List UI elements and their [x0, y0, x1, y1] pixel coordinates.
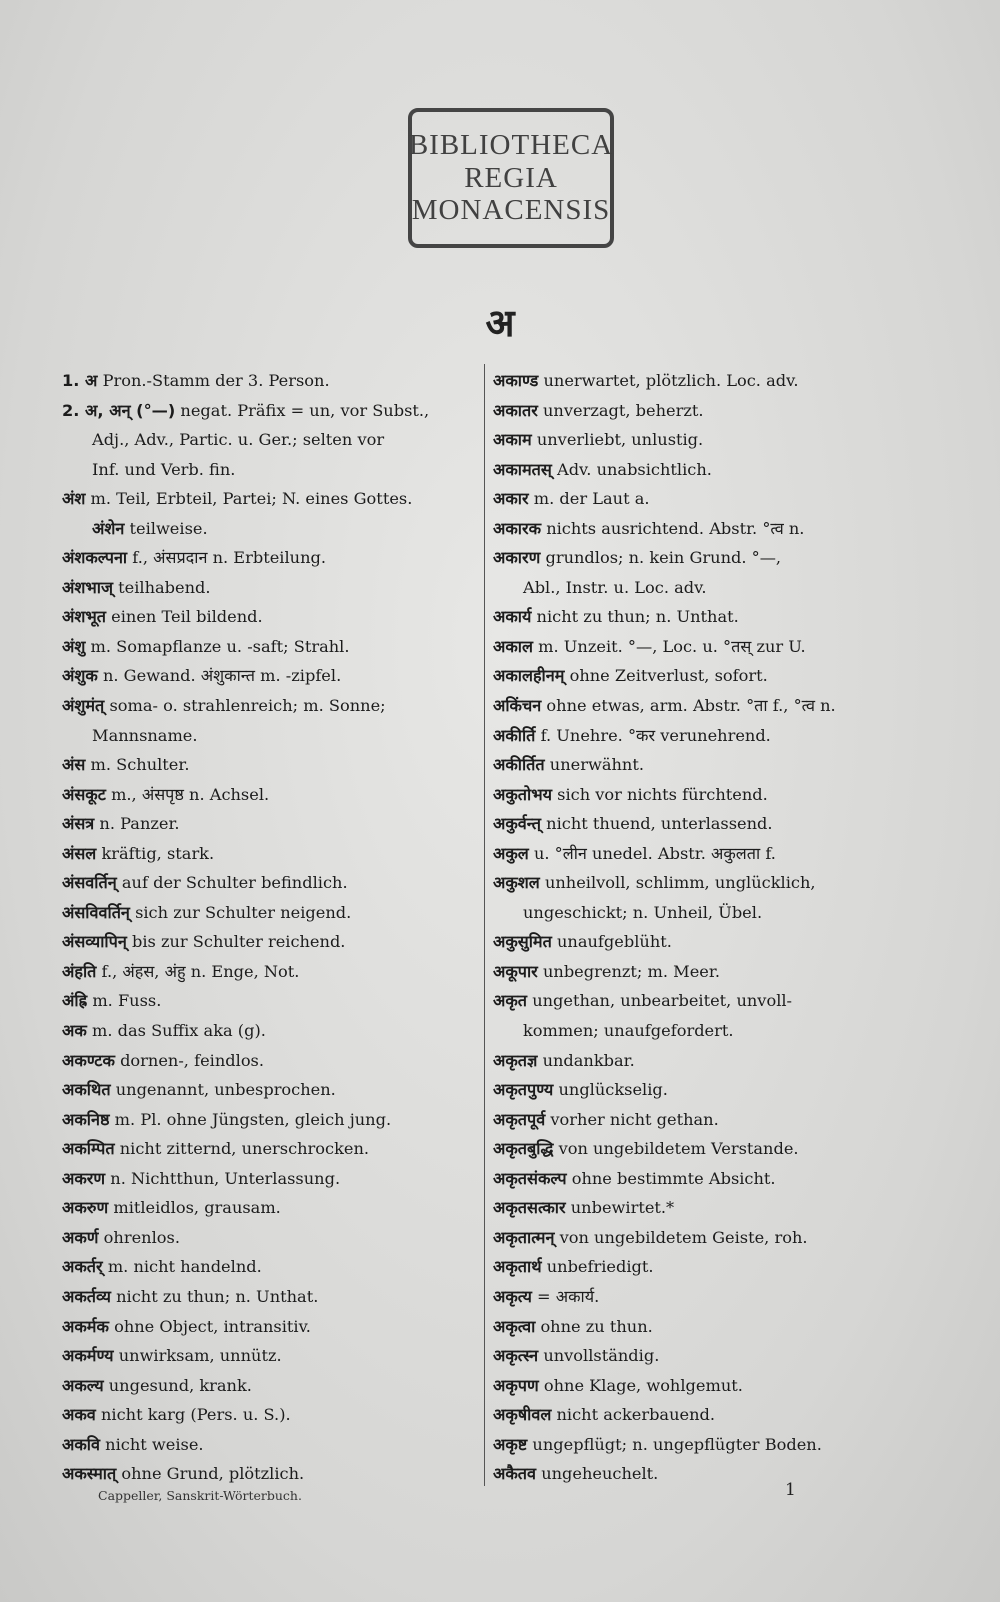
dictionary-entry [493, 573, 915, 603]
entry-headword: अकर्तर् [62, 1257, 103, 1277]
dictionary-entry [493, 957, 915, 987]
entry-headword: अकर्ण [62, 1227, 99, 1247]
entry-gloss: unbegrenzt; m. Meer. [542, 961, 720, 981]
entry-gloss: grundlos; n. kein Grund. °—, [545, 548, 782, 568]
entry-gloss: n. Gewand. अंशुकान्त m. -zipfel. [102, 666, 342, 686]
entry-gloss: unbewirtet.* [570, 1198, 675, 1218]
dictionary-entry [62, 1282, 482, 1312]
entry-gloss: mitleidlos, grausam. [113, 1198, 281, 1218]
dictionary-entry [62, 1105, 482, 1135]
entry-gloss: nicht zitternd, unerschrocken. [119, 1139, 370, 1159]
entry-gloss: m., अंसपृष्ठ n. Achsel. [111, 784, 270, 804]
dictionary-entry [62, 661, 482, 691]
entry-gloss: n. Panzer. [99, 814, 180, 834]
entry-gloss: nicht karg (Pers. u. S.). [100, 1405, 291, 1425]
entry-headword: अकार [493, 489, 529, 509]
entry-gloss: unheilvoll, schlimm, unglücklich, [544, 873, 816, 893]
dictionary-entry [493, 1400, 915, 1430]
entry-headword: अंशुक [62, 666, 98, 686]
entry-gloss: unerwähnt. [549, 755, 644, 775]
dictionary-entry [62, 1430, 482, 1460]
dictionary-entry [493, 543, 915, 573]
entry-gloss: unerwartet, plötzlich. Loc. adv. [543, 371, 799, 390]
entry-headword: अकृतज्ञ [493, 1050, 538, 1070]
entry-gloss: Mannsname. [92, 725, 198, 745]
dictionary-entry [62, 1459, 482, 1489]
dictionary-entry [493, 632, 915, 662]
dictionary-entry [493, 1430, 915, 1460]
library-stamp [408, 108, 614, 248]
entry-headword: अकाल [493, 636, 533, 656]
entry-gloss: sich zur Schulter neigend. [135, 902, 352, 922]
dictionary-entry [62, 1223, 482, 1253]
entry-gloss: Adj., Adv., Partic. u. Ger.; selten vor [92, 430, 385, 450]
entry-headword: अकण्टक [62, 1050, 115, 1070]
dictionary-entry [493, 425, 915, 455]
entry-gloss: m. Unzeit. °—, Loc. u. °तस् zur U. [538, 636, 806, 656]
dictionary-entry [62, 573, 482, 603]
dictionary-entry [493, 514, 915, 544]
entry-gloss: f., अंहस, अंहु n. Enge, Not. [101, 961, 300, 981]
entry-headword: अकिंचन [493, 696, 542, 716]
entry-headword: अकुशल [493, 873, 540, 893]
entry-gloss: unwirksam, unnütz. [118, 1346, 282, 1366]
dictionary-entry [493, 1075, 915, 1105]
dictionary-entry [493, 780, 915, 810]
dictionary-entry [493, 691, 915, 721]
footer-title: Cappeller, Sanskrit-Wörterbuch. [98, 1488, 302, 1503]
entry-gloss: nicht thuend, unterlassend. [546, 814, 773, 834]
entry-headword: अकनिष्ठ [62, 1109, 110, 1129]
entry-headword: अंसल [62, 843, 97, 863]
entry-headword: अक [62, 1021, 87, 1041]
entry-gloss: f., अंसप्रदान n. Erbteilung. [132, 548, 327, 568]
entry-gloss: unverliebt, unlustig. [536, 430, 704, 450]
entry-gloss: Pron.-Stamm der 3. Person. [102, 371, 330, 390]
entry-gloss: unverzagt, beherzt. [543, 400, 704, 420]
dictionary-entry [493, 455, 915, 485]
left-column [62, 366, 482, 1489]
dictionary-entry [493, 1223, 915, 1253]
entry-gloss: nicht zu thun; n. Unthat. [116, 1286, 319, 1306]
entry-headword: अकार्य [493, 607, 532, 627]
dictionary-entry [62, 514, 482, 544]
dictionary-entry [493, 1371, 915, 1401]
entry-gloss: ohne Grund, plötzlich. [121, 1464, 305, 1484]
entry-headword: अंशेन [92, 518, 125, 538]
entry-headword: अंह्रि [62, 991, 88, 1011]
entry-headword: अकारक [493, 518, 542, 538]
entry-gloss: m. Somapflanze u. -saft; Strahl. [90, 636, 350, 656]
entry-headword: अकूपार [493, 961, 538, 981]
dictionary-entry [493, 661, 915, 691]
dictionary-entry [62, 1252, 482, 1282]
entry-gloss: m. der Laut a. [533, 489, 650, 509]
entry-headword: अकीर्ति [493, 725, 536, 745]
entry-headword: अकर्मण्य [62, 1346, 114, 1366]
dictionary-entry [62, 868, 482, 898]
entry-headword: अकृषीवल [493, 1405, 552, 1425]
entry-headword: अकरुण [62, 1198, 109, 1218]
dictionary-entry [493, 868, 915, 898]
entry-gloss: unvollständig. [543, 1346, 660, 1366]
entry-headword: अकृतपूर्व [493, 1109, 546, 1129]
entry-headword: अकातर [493, 400, 538, 420]
entry-headword: अकर्मक [62, 1316, 109, 1336]
entry-headword: अकृत्य [493, 1286, 532, 1306]
entry-headword: अकारण [493, 548, 541, 568]
entry-headword: अकुर्वन्त् [493, 814, 542, 834]
entry-headword: अकृपण [493, 1375, 539, 1395]
entry-headword: अंसत्र [62, 814, 95, 834]
entry-gloss: ungeheuchelt. [541, 1464, 659, 1484]
entry-gloss: u. °लीन unedel. Abstr. अकुलता f. [533, 843, 776, 863]
entry-headword: अकैतव [493, 1464, 537, 1484]
entry-gloss: ohne Zeitverlust, sofort. [569, 666, 768, 686]
entry-headword: अकवि [62, 1434, 100, 1454]
entry-gloss: ohne Klage, wohlgemut. [543, 1375, 743, 1395]
dictionary-entry [493, 1046, 915, 1076]
entry-headword: अकल्य [62, 1375, 104, 1395]
section-letter: अ [485, 300, 515, 345]
entry-gloss: ohrenlos. [103, 1227, 180, 1247]
dictionary-entry [493, 484, 915, 514]
entry-headword: अंशभाज् [62, 577, 113, 597]
dictionary-entry [62, 780, 482, 810]
entry-headword: अकामतस् [493, 459, 552, 479]
entry-gloss: von ungebildetem Geiste, roh. [559, 1227, 808, 1247]
dictionary-entry [493, 809, 915, 839]
dictionary-entry [493, 396, 915, 426]
entry-headword: अकुसुमित [493, 932, 552, 952]
dictionary-entry [493, 366, 915, 396]
dictionary-entry [62, 839, 482, 869]
entry-headword: अकृतपुण्य [493, 1080, 554, 1100]
entry-headword: अंस [62, 755, 86, 775]
entry-gloss: nicht weise. [105, 1434, 204, 1454]
entry-headword: अकृत्स्न [493, 1346, 539, 1366]
entry-gloss: sich vor nichts fürchtend. [557, 784, 768, 804]
entry-gloss: nicht zu thun; n. Unthat. [536, 607, 739, 627]
entry-gloss: dornen-, feindlos. [120, 1050, 265, 1070]
dictionary-entry [493, 721, 915, 751]
entry-gloss: m. Pl. ohne Jüngsten, gleich jung. [114, 1109, 392, 1129]
dictionary-entry [493, 1341, 915, 1371]
dictionary-entry [493, 927, 915, 957]
entry-gloss: m. nicht handelnd. [107, 1257, 262, 1277]
entry-gloss: undankbar. [542, 1050, 635, 1070]
entry-headword: अकस्मात् [62, 1464, 117, 1484]
dictionary-entry [62, 1016, 482, 1046]
entry-headword: अकर्तव्य [62, 1286, 111, 1306]
entry-gloss: m. Schulter. [90, 755, 190, 775]
column-divider [484, 364, 485, 1486]
entry-headword: अकरण [62, 1168, 106, 1188]
entry-gloss: unbefriedigt. [546, 1257, 654, 1277]
entry-headword: अंहति [62, 961, 97, 981]
entry-headword: अंसव्यापिन् [62, 932, 127, 952]
dictionary-entry [62, 602, 482, 632]
dictionary-entry [62, 632, 482, 662]
entry-gloss: ungepflügt; n. ungepflügter Boden. [532, 1434, 822, 1454]
dictionary-entry [62, 455, 482, 485]
dictionary-entry [62, 484, 482, 514]
entry-gloss: ohne Object, intransitiv. [114, 1316, 311, 1336]
entry-gloss: m. Fuss. [92, 991, 162, 1011]
entry-gloss: negat. Präfix = un, vor Subst., [180, 400, 430, 420]
entry-gloss: = अकार्य. [537, 1286, 600, 1306]
entry-headword: अकुतोभय [493, 784, 552, 804]
dictionary-entry [493, 1459, 915, 1489]
entry-gloss: Adv. unabsichtlich. [557, 459, 712, 479]
entry-gloss: von ungebildetem Verstande. [558, 1139, 799, 1159]
dictionary-entry [62, 750, 482, 780]
stamp-line-3: MONACENSIS [411, 194, 611, 227]
entry-headword: अकव [62, 1405, 96, 1425]
dictionary-entry [62, 986, 482, 1016]
entry-headword: अकृत [493, 991, 528, 1011]
entry-gloss: teilweise. [129, 518, 208, 538]
dictionary-entry [62, 927, 482, 957]
entry-gloss: einen Teil bildend. [111, 607, 263, 627]
entry-headword: अंशु [62, 636, 86, 656]
dictionary-entry [493, 1164, 915, 1194]
entry-headword: अंशकल्पना [62, 548, 128, 568]
dictionary-entry [493, 1252, 915, 1282]
entry-headword: अंसविवर्तिन् [62, 902, 130, 922]
dictionary-entry [62, 691, 482, 721]
entry-headword: अकीर्तित [493, 755, 545, 775]
entry-headword: अंश [62, 489, 86, 509]
entry-headword: अंशुमंत् [62, 696, 105, 716]
dictionary-entry [62, 425, 482, 455]
dictionary-entry [62, 396, 482, 426]
entry-headword: अकृतार्थ [493, 1257, 542, 1277]
entry-headword: अकृष्ट [493, 1434, 528, 1454]
dictionary-entry [493, 1282, 915, 1312]
dictionary-entry [493, 1105, 915, 1135]
dictionary-entry [62, 957, 482, 987]
dictionary-entry [62, 543, 482, 573]
entry-gloss: m. Teil, Erbteil, Partei; N. eines Gottes. [90, 489, 413, 509]
dictionary-entry [62, 898, 482, 928]
entry-gloss: unaufgeblüht. [557, 932, 672, 952]
dictionary-entry [62, 1341, 482, 1371]
dictionary-entry [62, 1312, 482, 1342]
entry-gloss: ungeschickt; n. Unheil, Übel. [523, 902, 763, 922]
dictionary-entry [62, 809, 482, 839]
entry-headword: 1. अ [62, 371, 98, 390]
entry-headword: अकाण्ड [493, 371, 539, 390]
entry-gloss: Inf. und Verb. fin. [92, 459, 236, 479]
entry-headword: अकृतसंकल्प [493, 1168, 567, 1188]
entry-gloss: kräftig, stark. [101, 843, 215, 863]
dictionary-entry [62, 721, 482, 751]
dictionary-entry [62, 1400, 482, 1430]
entry-gloss: nichts ausrichtend. Abstr. °त्व n. [546, 518, 805, 538]
stamp-line-1: BIBLIOTHECA [408, 129, 614, 162]
entry-gloss: nicht ackerbauend. [556, 1405, 716, 1425]
dictionary-entry [62, 1371, 482, 1401]
entry-headword: अंशभूत [62, 607, 106, 627]
entry-gloss: auf der Schulter befindlich. [121, 873, 348, 893]
entry-headword: अकुल [493, 843, 529, 863]
dictionary-entry [493, 1193, 915, 1223]
entry-gloss: ohne zu thun. [540, 1316, 653, 1336]
entry-headword: अकालहीनम् [493, 666, 565, 686]
entry-gloss: unglückselig. [558, 1080, 668, 1100]
entry-headword: अकम्पित [62, 1139, 115, 1159]
dictionary-entry [62, 1046, 482, 1076]
page-number: 1 [785, 1480, 796, 1500]
dictionary-entry [493, 750, 915, 780]
dictionary-entry [493, 839, 915, 869]
dictionary-entry [62, 1193, 482, 1223]
entry-gloss: bis zur Schulter reichend. [131, 932, 346, 952]
entry-gloss: m. das Suffix aka (g). [91, 1021, 266, 1041]
entry-gloss: soma- o. strahlenreich; m. Sonne; [109, 696, 386, 716]
dictionary-entry [62, 1164, 482, 1194]
dictionary-entry [493, 986, 915, 1016]
dictionary-entry [493, 1134, 915, 1164]
dictionary-entry [62, 1075, 482, 1105]
dictionary-entry [62, 1134, 482, 1164]
entry-gloss: teilhabend. [118, 577, 211, 597]
entry-headword: अकृतात्मन् [493, 1227, 555, 1247]
dictionary-entry [62, 366, 482, 396]
entry-gloss: ungethan, unbearbeitet, unvoll- [532, 991, 793, 1011]
entry-gloss: n. Nichtthun, Unterlassung. [110, 1168, 341, 1188]
right-column [493, 366, 915, 1489]
entry-headword: 2. अ, अन् (°—) [62, 400, 176, 420]
entry-headword: अंसकूट [62, 784, 106, 804]
entry-headword: अकाम [493, 430, 532, 450]
entry-gloss: vorher nicht gethan. [550, 1109, 719, 1129]
entry-gloss: Abl., Instr. u. Loc. adv. [523, 577, 707, 597]
dictionary-entry [493, 602, 915, 632]
entry-gloss: ungesund, krank. [108, 1375, 252, 1395]
dictionary-entry [493, 1312, 915, 1342]
stamp-line-2: REGIA [464, 161, 558, 194]
entry-gloss: ungenannt, unbesprochen. [115, 1080, 336, 1100]
entry-headword: अकृत्वा [493, 1316, 536, 1336]
dictionary-entry [493, 1016, 915, 1046]
entry-headword: अकथित [62, 1080, 111, 1100]
entry-gloss: ohne etwas, arm. Abstr. °ता f., °त्व n. [546, 696, 836, 716]
dictionary-entry [493, 898, 915, 928]
entry-gloss: ohne bestimmte Absicht. [571, 1168, 776, 1188]
entry-gloss: kommen; unaufgefordert. [523, 1021, 734, 1041]
entry-headword: अंसवर्तिन् [62, 873, 117, 893]
entry-headword: अकृतसत्कार [493, 1198, 566, 1218]
entry-gloss: f. Unehre. °कर verunehrend. [540, 725, 771, 745]
entry-headword: अकृतबुद्धि [493, 1139, 554, 1159]
